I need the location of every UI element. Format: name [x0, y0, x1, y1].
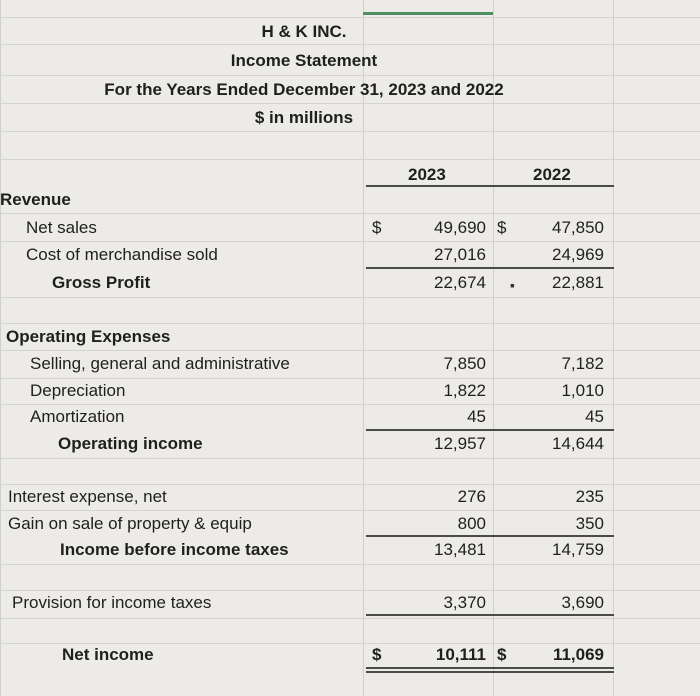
grid-row-line — [0, 404, 700, 405]
currency-symbol: $ — [497, 645, 507, 664]
depreciation-2023: 1,822 — [443, 381, 486, 400]
selected-cell-indicator — [363, 12, 493, 15]
grid-row-line — [0, 484, 700, 485]
operating-income-label: Operating income — [58, 434, 203, 453]
sga-label: Selling, general and administrative — [30, 354, 290, 373]
double-underline-top — [366, 667, 614, 669]
grid-row-line — [0, 350, 700, 351]
net-income-label: Net income — [62, 645, 154, 664]
sga-2023: 7,850 — [443, 354, 486, 373]
gross-profit-2023: 22,674 — [434, 273, 486, 292]
column-header-2023: 2023 — [408, 165, 446, 184]
interest-label: Interest expense, net — [8, 487, 167, 506]
grid-column-line — [493, 0, 494, 696]
gross-profit-label: Gross Profit — [52, 273, 151, 292]
cost-merch-2023: 27,016 — [434, 245, 486, 264]
subtotal-underline — [366, 429, 614, 431]
net-sales-2023: 49,690 — [434, 218, 486, 237]
company-name: H & K INC. — [261, 22, 347, 41]
statement-period: For the Years Ended December 31, 2023 and 2022 — [104, 80, 504, 99]
grid-row-line — [0, 159, 700, 160]
tax-label: Provision for income taxes — [12, 593, 212, 612]
grid-row-line — [0, 378, 700, 379]
grid-row-line — [0, 103, 700, 104]
grid-row-line — [0, 618, 700, 619]
income-before-tax-2023: 13,481 — [434, 540, 486, 559]
cost-merch-label: Cost of merchandise sold — [26, 245, 218, 264]
operating-income-2023: 12,957 — [434, 434, 486, 453]
grid-row-line — [0, 241, 700, 242]
column-header-2022: 2022 — [533, 165, 571, 184]
gain-sale-label: Gain on sale of property & equip — [8, 514, 252, 533]
amortization-2022: 45 — [585, 407, 604, 426]
column-header-underline — [366, 185, 614, 187]
grid-column-line — [613, 0, 614, 696]
currency-symbol: $ — [372, 645, 382, 664]
grid-row-line — [0, 323, 700, 324]
subtotal-underline — [366, 267, 614, 269]
income-before-tax-label: Income before income taxes — [60, 540, 289, 559]
amortization-2023: 45 — [467, 407, 486, 426]
currency-symbol: $ — [497, 218, 507, 237]
grid-row-line — [0, 17, 700, 18]
sga-2022: 7,182 — [561, 354, 604, 373]
interest-2022: 235 — [575, 487, 604, 506]
grid-row-line — [0, 643, 700, 644]
opex-heading: Operating Expenses — [6, 327, 171, 346]
cost-merch-2022: 24,969 — [552, 245, 604, 264]
grid-row-line — [0, 590, 700, 591]
grid-row-line — [0, 131, 700, 132]
depreciation-2022: 1,010 — [561, 381, 604, 400]
tax-2022: 3,690 — [561, 593, 604, 612]
operating-income-2022: 14,644 — [552, 434, 604, 453]
statement-units: $ in millions — [254, 108, 354, 127]
grid-row-line — [0, 297, 700, 298]
depreciation-label: Depreciation — [30, 381, 126, 400]
subtotal-underline — [366, 614, 614, 616]
subtotal-underline — [366, 535, 614, 537]
gain-sale-2022: 350 — [575, 514, 604, 533]
grid-row-line — [0, 213, 700, 214]
stray-mark: ▪ — [510, 277, 515, 293]
net-income-2023: 10,111 — [435, 645, 486, 664]
gross-profit-2022: 22,881 — [552, 273, 604, 292]
grid-row-line — [0, 510, 700, 511]
grid-column-line — [363, 0, 364, 696]
amortization-label: Amortization — [30, 407, 125, 426]
interest-2023: 276 — [457, 487, 486, 506]
gain-sale-2023: 800 — [457, 514, 486, 533]
grid-row-line — [0, 44, 700, 45]
grid-row-line — [0, 564, 700, 565]
net-sales-label: Net sales — [26, 218, 97, 237]
net-income-2022: 11,069 — [552, 645, 604, 664]
statement-title: Income Statement — [230, 51, 378, 70]
grid-row-line — [0, 458, 700, 459]
net-sales-2022: 47,850 — [552, 218, 604, 237]
revenue-heading: Revenue — [0, 190, 71, 209]
currency-symbol: $ — [372, 218, 382, 237]
double-underline-bottom — [366, 671, 614, 673]
income-before-tax-2022: 14,759 — [552, 540, 604, 559]
grid-column-line — [0, 0, 1, 696]
grid-row-line — [0, 75, 700, 76]
tax-2023: 3,370 — [443, 593, 486, 612]
